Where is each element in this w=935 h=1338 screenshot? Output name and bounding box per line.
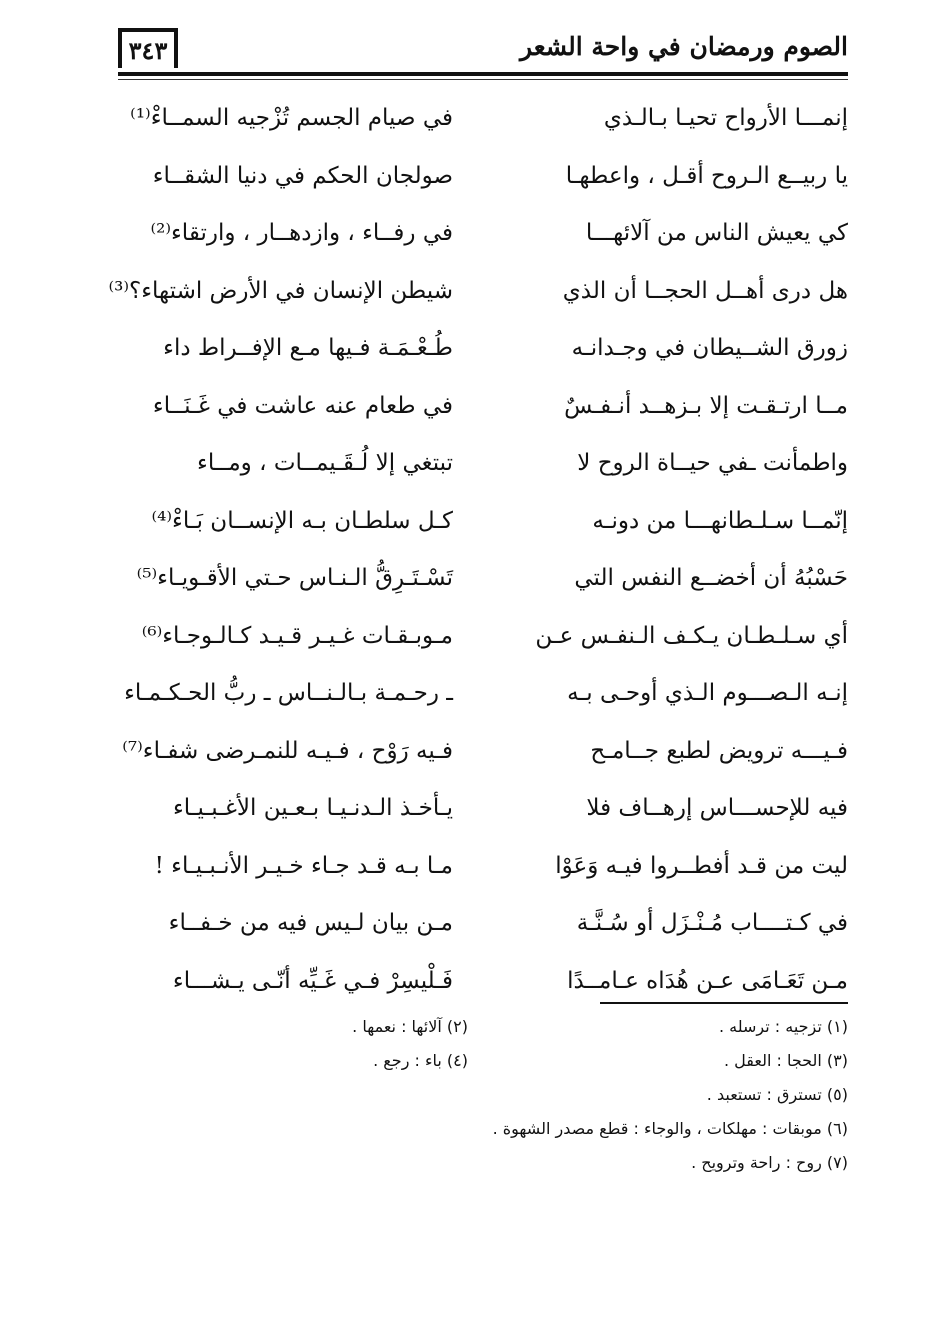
verse [118, 440, 848, 498]
verse-first-hemistich: إنمـــا الأرواح تحيـا بـالـذي [603, 105, 848, 131]
verse-second-hemistich: مـن بيان لـيس فيه من خـفــاء [168, 910, 453, 936]
verse-second-hemistich: تَسْـتَـرِقُّ الـنـاس حـتي الأقـويـاء⁽⁵⁾ [136, 565, 453, 591]
running-title: الصوم ورمضان في واحة الشعر [519, 32, 848, 61]
verse-second-hemistich: فَـلْيسِرْ فـي غَـيِّه أنّـى يـشـــاء [172, 967, 453, 994]
verse [118, 210, 848, 268]
verse-second-hemistich: صولجان الحكم في دنيا الشقــاء [152, 162, 453, 189]
verse-second-hemistich: في طعام عنه عاشت في غَـنَــاء [152, 392, 453, 419]
verse-first-hemistich: أي سـلـطـان يـكـف الـنفـس عـن [535, 622, 848, 649]
verse-second-hemistich: فـيه رَوْح ، فـيـه للنمـرضى شفـاء⁽⁷⁾ [122, 737, 453, 764]
verse-second-hemistich: مـا بـه قـد جـاء خـيـر الأنـبـيـاء ! [154, 852, 453, 879]
header-rule [118, 72, 848, 76]
verse-first-hemistich: إنـه الـصـــوم الـذي أوحـى بـه [567, 680, 848, 706]
verse-first-hemistich: مـن تَعَـامَى عـن هُدَاه عـامــدًا [567, 967, 848, 994]
verse-second-hemistich: كـل سلطـان بـه الإنســان بَـاءْ⁽⁴⁾ [151, 507, 453, 534]
verse-first-hemistich: إنّمــا سـلـطانهـــا من دونـه [592, 507, 848, 534]
footnote-line [118, 1044, 848, 1078]
footnote-rule [600, 1002, 848, 1004]
footnote-line [118, 1078, 848, 1112]
footnote: (٣) الحجا : العقل . [723, 1051, 848, 1070]
header-rule-thin [118, 79, 848, 80]
verse [118, 613, 848, 671]
footnote: (٤) باء : رجع . [373, 1051, 468, 1070]
verse-second-hemistich: مـوبـقـات غـيـر قـيـد كـالـوجـاء⁽⁶⁾ [141, 622, 453, 649]
verse [118, 728, 848, 786]
footnote-line [118, 1112, 848, 1146]
footnote: (٢) آلائها : نعمها . [352, 1017, 468, 1036]
footnotes [118, 1010, 848, 1180]
verse-first-hemistich: حَسْبُهُ أن أخضــع النفس التي [574, 565, 848, 591]
verse-second-hemistich: شيطن الإنسان في الأرض اشتهاء؟⁽³⁾ [108, 277, 453, 304]
verse-first-hemistich: فـيـــه ترويض لطبع جــامـح [590, 737, 848, 764]
verse [118, 843, 848, 901]
verse-second-hemistich: في صيام الجسم تُزْجيه السمــاءْ⁽¹⁾ [130, 105, 453, 131]
poem [108, 95, 848, 1015]
verse-first-hemistich: ليت من قـد أفطــروا فيـه وَعَوْا [555, 852, 848, 879]
verse-first-hemistich: مــا ارتـقـت إلا بـزهــد أنـفـسٌ [564, 392, 848, 419]
footnote-line [118, 1010, 848, 1044]
verse [118, 670, 848, 728]
verse [118, 785, 848, 843]
verse-second-hemistich: طُـعْـمَـة فـيها مـع الإفــراط داء [163, 335, 453, 361]
verse [108, 268, 848, 326]
footnote: (٦) موبقات : مهلكات ، والوجاء : قطع مصدر الشهوة . [492, 1119, 848, 1138]
verse-first-hemistich: هل درى أهــل الحجــا أن الذي [562, 277, 848, 304]
footnote-line [118, 1146, 848, 1180]
verse [118, 325, 848, 383]
verse-first-hemistich: كي يعيش الناس من آلائهـــا [585, 220, 848, 246]
verse-second-hemistich: تبتغي إلا لُـقَـيمــات ، ومــاء [197, 450, 453, 476]
footnote: (١) تزجيه : ترسله . [718, 1017, 848, 1036]
footnote: (٧) روح : راحة وترويح . [691, 1153, 848, 1172]
verse [118, 555, 848, 613]
verse-first-hemistich: واطمأنت ـفي حيــاة الروح لا [577, 450, 848, 476]
verse-second-hemistich: يـأخـذ الـدنـيـا بـعـين الأغـبـيـاء [172, 795, 453, 821]
verse-second-hemistich: في رفــاء ، وازدهــار ، وارتقاء⁽²⁾ [150, 220, 453, 246]
verse-first-hemistich: فيه للإحســـاس إرهــاف فلا [586, 795, 848, 821]
verse-first-hemistich: في كـتــــاب مُـنْـزَل أو سُـنَّـة [576, 910, 848, 936]
verse-first-hemistich: يا ربيــع الـروح أقـل ، واعطهـا [565, 162, 848, 189]
footnote: (٥) تسترق : تستعبد . [706, 1085, 848, 1104]
verse [118, 900, 848, 958]
verse [118, 95, 848, 153]
page-header [118, 28, 848, 76]
verse [118, 383, 848, 441]
verse-second-hemistich: ـ رحـمـة بـالـنــاس ـ ربُّ الحـكـمـاء [124, 680, 453, 706]
verse-first-hemistich: زورق الشــيطان في وجـدانـه [571, 335, 848, 361]
verse [118, 958, 848, 1016]
page-number: ٣٤٣ [118, 28, 178, 68]
verse [118, 498, 848, 556]
verse [118, 153, 848, 211]
